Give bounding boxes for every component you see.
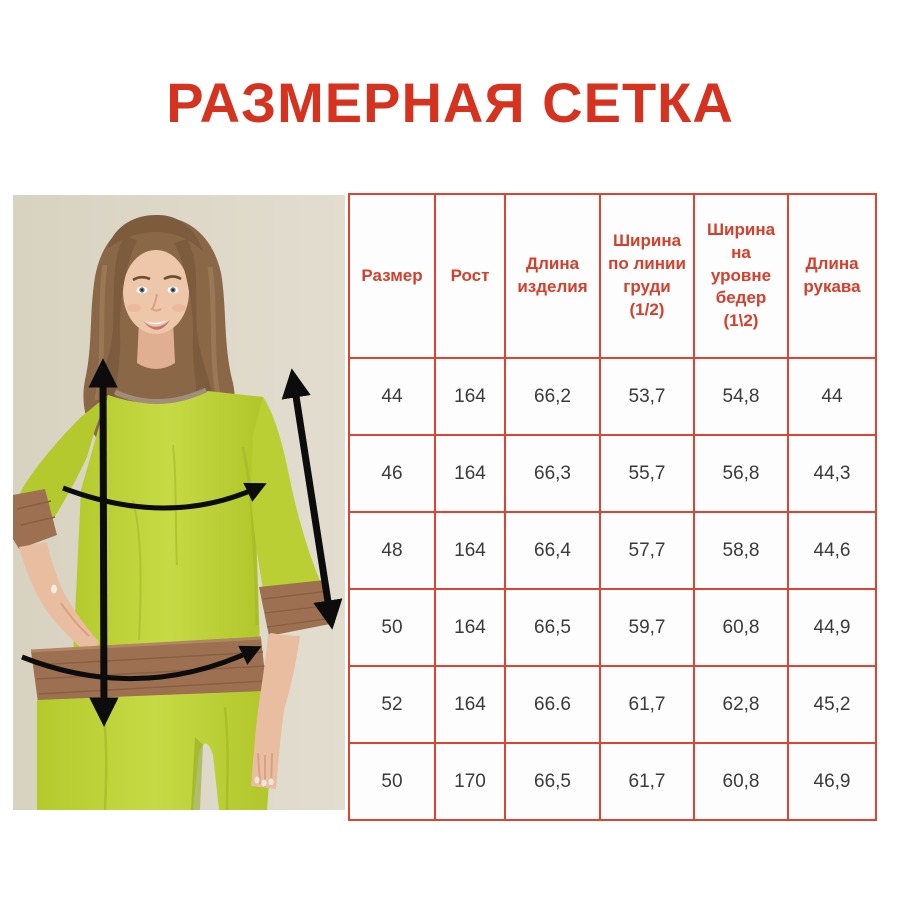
cell-item-length: 66,3: [505, 435, 600, 512]
cell-chest-width: 53,7: [600, 358, 694, 435]
cell-sleeve-length: 44: [788, 358, 876, 435]
col-header-sleeve-length: Длина рукава: [788, 194, 876, 358]
cell-height: 170: [435, 743, 505, 820]
cell-hip-width: 62,8: [694, 666, 788, 743]
cell-size: 46: [349, 435, 435, 512]
cell-hip-width: 54,8: [694, 358, 788, 435]
table-row: [349, 589, 876, 666]
cell-height: 164: [435, 435, 505, 512]
cell-chest-width: 61,7: [600, 743, 694, 820]
length-arrow: [103, 367, 104, 718]
col-header-chest-width: Ширина по линии груди (1/2): [600, 194, 694, 358]
cell-chest-width: 55,7: [600, 435, 694, 512]
cell-sleeve-length: 44,3: [788, 435, 876, 512]
table-row: [349, 743, 876, 820]
cell-sleeve-length: 44,9: [788, 589, 876, 666]
cell-height: 164: [435, 512, 505, 589]
cell-height: 164: [435, 358, 505, 435]
table-row: [349, 435, 876, 512]
cell-chest-width: 59,7: [600, 589, 694, 666]
table-row: [349, 358, 876, 435]
cell-size: 48: [349, 512, 435, 589]
col-header-item-length: Длина изделия: [505, 194, 600, 358]
page-title: РАЗМЕРНАЯ СЕТКА: [166, 71, 734, 134]
cell-sleeve-length: 44,6: [788, 512, 876, 589]
cell-height: 164: [435, 666, 505, 743]
cell-item-length: 66,2: [505, 358, 600, 435]
cell-height: 164: [435, 589, 505, 666]
cell-chest-width: 57,7: [600, 512, 694, 589]
pants: [37, 691, 271, 810]
cell-item-length: 66,5: [505, 589, 600, 666]
cell-item-length: 66,4: [505, 512, 600, 589]
model-photo: [13, 195, 345, 810]
cell-size: 52: [349, 666, 435, 743]
cell-hip-width: 60,8: [694, 743, 788, 820]
cell-size: 50: [349, 589, 435, 666]
cell-sleeve-length: 46,9: [788, 743, 876, 820]
cell-hip-width: 58,8: [694, 512, 788, 589]
cell-size: 50: [349, 743, 435, 820]
cell-hip-width: 56,8: [694, 435, 788, 512]
cell-item-length: 66.6: [505, 666, 600, 743]
cell-sleeve-length: 45,2: [788, 666, 876, 743]
table-row: [349, 666, 876, 743]
col-header-height: Рост: [435, 194, 505, 358]
col-header-size: Размер: [349, 194, 435, 358]
size-table: [348, 193, 877, 821]
face: [123, 250, 189, 334]
col-header-hip-width: Ширина на уровне бедер (1\2): [694, 194, 788, 358]
cell-item-length: 66,5: [505, 743, 600, 820]
table-row: [349, 512, 876, 589]
header-row: [349, 194, 876, 358]
cell-chest-width: 61,7: [600, 666, 694, 743]
model-illustration: [13, 195, 345, 810]
cell-size: 44: [349, 358, 435, 435]
cell-hip-width: 60,8: [694, 589, 788, 666]
